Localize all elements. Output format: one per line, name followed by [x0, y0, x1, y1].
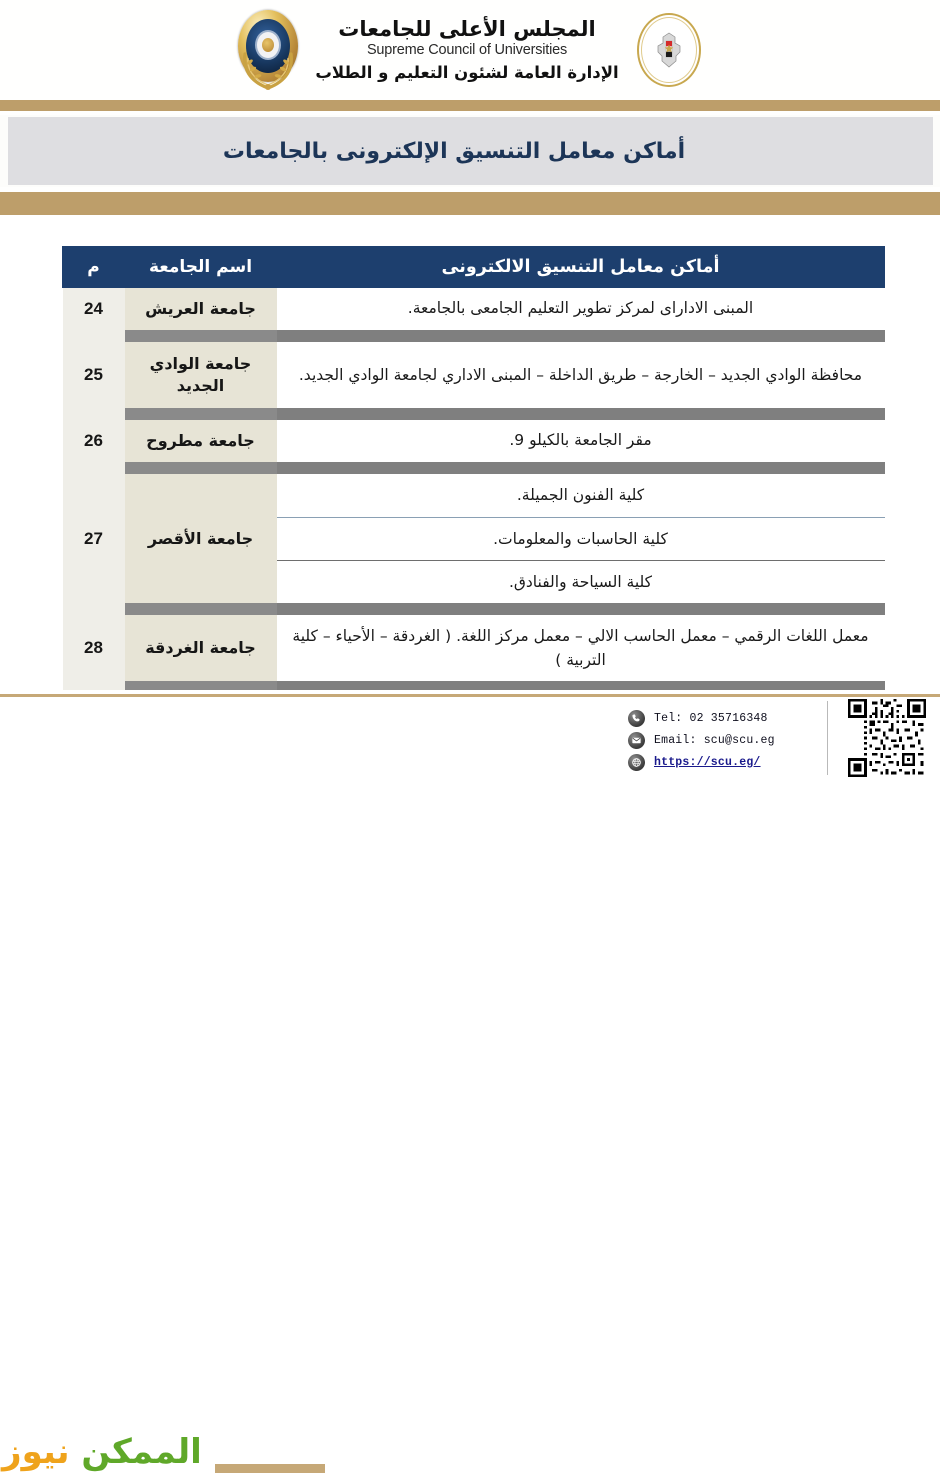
table-header-row: [63, 246, 885, 288]
table-head: [63, 246, 885, 288]
cell-number: 26: [63, 420, 125, 462]
column-header-places: أماكن معامل التنسيق الالكترونى: [277, 246, 885, 288]
watermark-gold-bar: [215, 1464, 325, 1473]
watermark-text: [2, 1432, 202, 1472]
contact-website[interactable]: [628, 754, 827, 771]
cell-university: جامعة مطروح: [125, 420, 277, 462]
header-title-block: [315, 18, 618, 82]
row-separator: [63, 462, 885, 474]
egypt-ministry-emblem-icon: [633, 9, 705, 91]
globe-icon: [628, 754, 645, 771]
row-separator: [63, 330, 885, 342]
cell-university: جامعة الأقصر: [125, 474, 277, 603]
watermark-main: الممكن: [81, 1432, 202, 1472]
table-row: [63, 288, 885, 330]
department-name: الإدارة العامة لشئون التعليم و الطلاب: [315, 62, 619, 82]
cell-places-line: كلية الحاسبات والمعلومات.: [277, 517, 885, 560]
footer-divider: [0, 694, 940, 697]
cell-places-line: كلية الفنون الجميلة.: [277, 474, 885, 517]
cell-places: محافظة الوادي الجديد – الخارجة – طريق الداخلة – المبنى الاداري لجامعة الوادي الجديد.: [277, 342, 885, 408]
sublist-item: [277, 474, 885, 517]
sublist-item: [277, 560, 885, 603]
org-name-english: Supreme Council of Universities: [366, 42, 568, 59]
row-separator: [63, 603, 885, 615]
contact-info: [618, 701, 828, 775]
cell-number: 24: [63, 288, 125, 330]
coordination-labs-table: [62, 246, 885, 693]
table-row: [63, 615, 885, 681]
cell-university: جامعة العريش: [125, 288, 277, 330]
gold-divider-top: [0, 100, 940, 111]
contact-email: [628, 732, 827, 749]
cell-number: 28: [63, 615, 125, 681]
table-row: [63, 474, 885, 603]
table-container: [0, 215, 940, 690]
column-header-university: اسم الجامعة: [125, 246, 277, 288]
page-title: أماكن معامل التنسيق الإلكترونى بالجامعات: [222, 138, 686, 164]
email-text: Email: scu@scu.eg: [654, 733, 775, 747]
phone-text: Tel: 02 35716348: [654, 711, 768, 725]
contact-phone: [628, 710, 827, 727]
document-footer: [0, 690, 940, 1472]
places-sublist: [277, 474, 885, 603]
scu-gold-seal-icon: [235, 8, 301, 92]
table-row: [63, 342, 885, 408]
cell-places: مقر الجامعة بالكيلو 9.: [277, 420, 885, 462]
qr-code-container: [839, 697, 935, 779]
qr-code: [848, 699, 926, 777]
cell-places-line: كلية السياحة والفنادق.: [277, 560, 885, 603]
cell-number: 27: [63, 474, 125, 603]
table-body: [63, 288, 885, 693]
watermark-news: نيوز: [2, 1432, 70, 1472]
page-title-container: [0, 115, 940, 187]
org-name-arabic: المجلس الأعلى للجامعات: [338, 16, 596, 41]
column-header-number: م: [63, 246, 125, 288]
cell-places: المبنى الاداراى لمركز تطوير التعليم الجامعى بالجامعة.: [277, 288, 885, 330]
table-row: [63, 420, 885, 462]
cell-university: جامعة الغردقة: [125, 615, 277, 681]
cell-number: 25: [63, 342, 125, 408]
row-separator: [63, 408, 885, 420]
cell-places-multi: [277, 474, 885, 603]
sublist-item: [277, 517, 885, 560]
website-link[interactable]: https://scu.eg/: [654, 755, 761, 769]
phone-icon: [628, 710, 645, 727]
envelope-icon: [628, 732, 645, 749]
cell-university: جامعة الوادي الجديد: [125, 342, 277, 408]
watermark-logo: [0, 1430, 208, 1474]
document-header: [0, 0, 940, 100]
cell-places: معمل اللغات الرقمي – معمل الحاسب الالي – معمل مركز اللغة. ( الغردقة – الأحياء – كلية التربية ): [277, 615, 885, 681]
gold-divider-bottom: [0, 192, 940, 215]
